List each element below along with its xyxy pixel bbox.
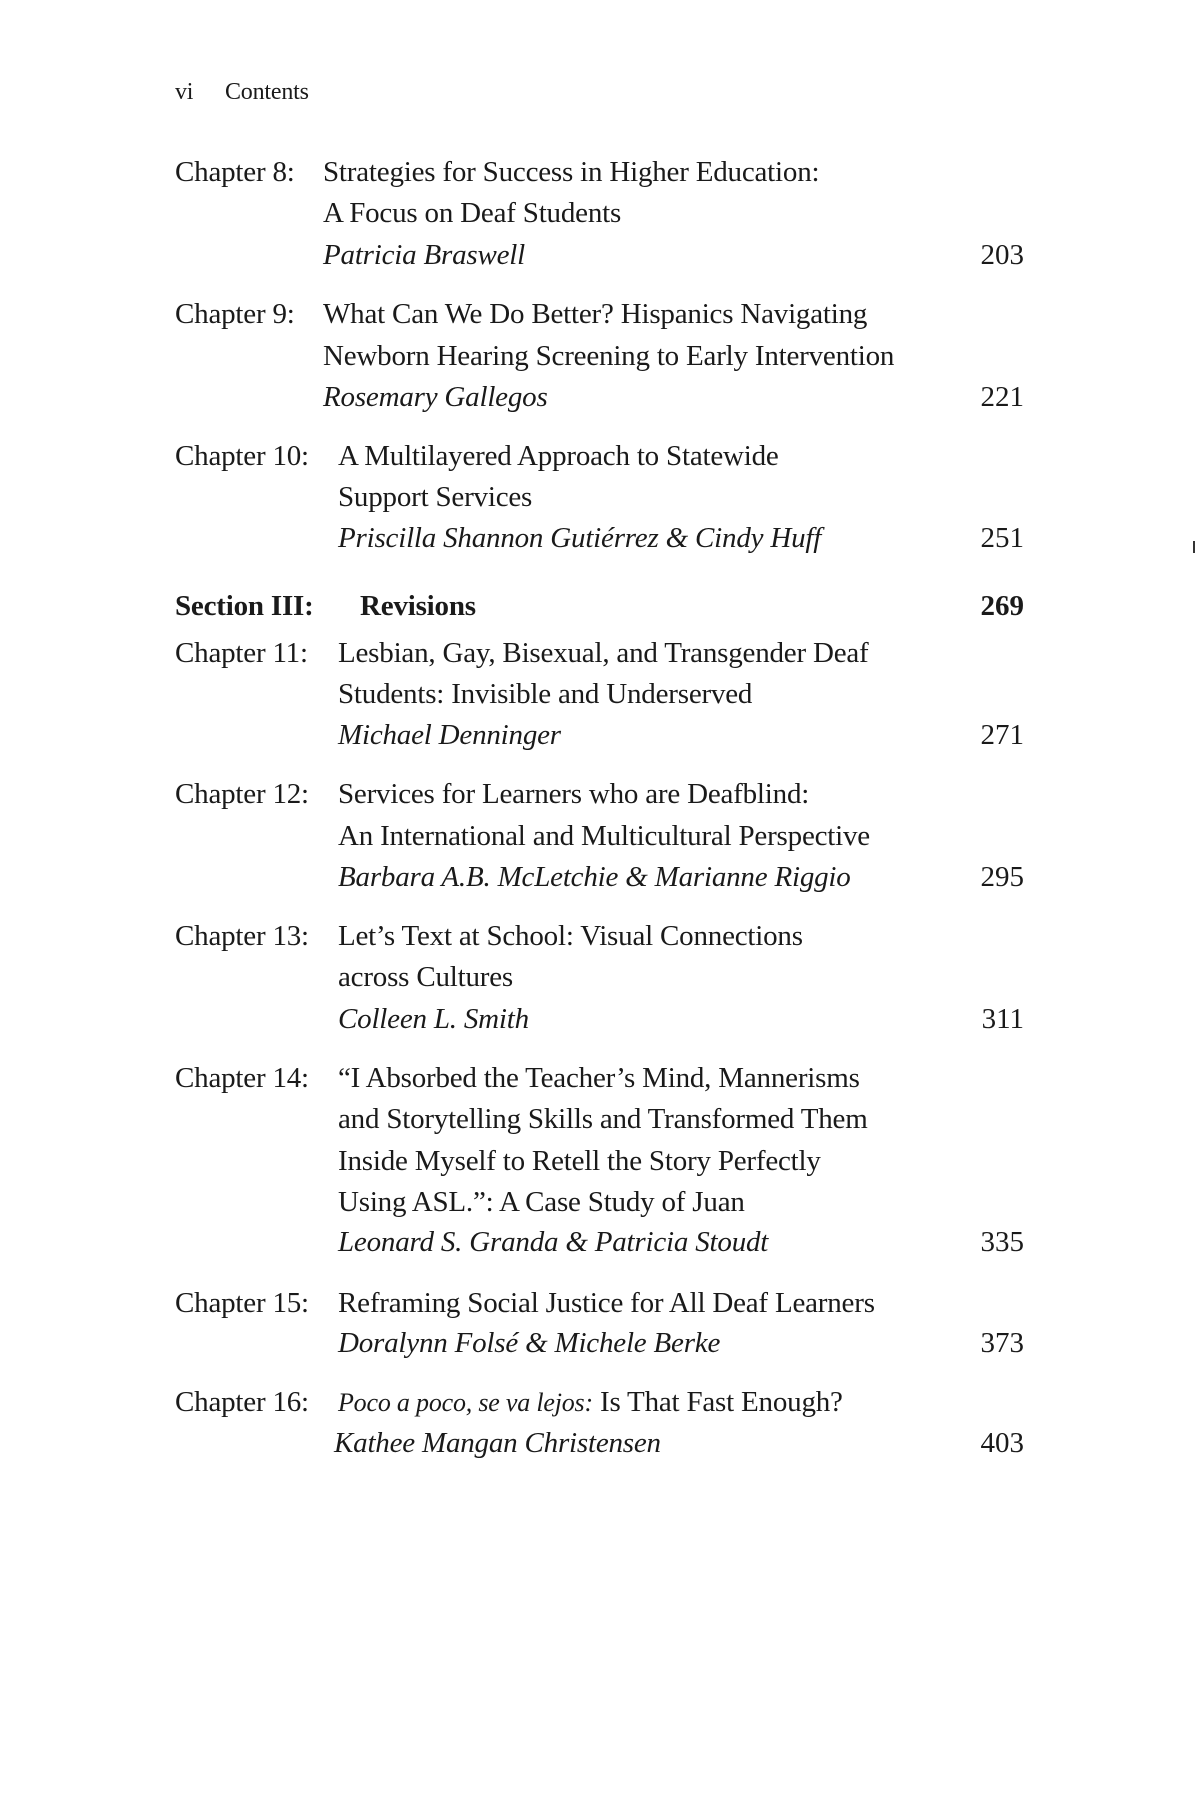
chapter-author: Barbara A.B. McLetchie & Marianne Riggio [338,861,851,893]
chapter-label: Chapter 16: [175,1386,309,1418]
page-number: 335 [980,1226,1024,1258]
chapter-title-line: Inside Myself to Retell the Story Perfectly [338,1145,821,1177]
chapter-title-line: Lesbian, Gay, Bisexual, and Transgender Deaf [338,637,869,669]
chapter-author: Colleen L. Smith [338,1003,529,1035]
chapter-author: Patricia Braswell [323,239,526,271]
chapter-author: Kathee Mangan Christensen [334,1427,661,1459]
page-number: 403 [980,1427,1024,1459]
chapter-author: Leonard S. Granda & Patricia Stoudt [338,1226,769,1258]
chapter-title-roman: Is That Fast Enough? [592,1386,843,1418]
page-number: 251 [980,522,1024,554]
page-number: 203 [980,239,1024,271]
chapter-label: Chapter 10: [175,440,309,472]
chapter-title-line: Students: Invisible and Underserved [338,678,753,710]
section-label: Section III: [175,590,314,622]
page-number: 271 [980,719,1024,751]
chapter-title-line: Support Services [338,481,533,513]
chapter-title-line: Reframing Social Justice for All Deaf Learners [338,1287,875,1319]
chapter-author: Doralynn Folsé & Michele Berke [338,1327,721,1359]
page-number: 373 [980,1327,1024,1359]
chapter-title-line: A Focus on Deaf Students [323,197,622,229]
chapter-title-line: across Cultures [338,961,513,993]
chapter-author: Priscilla Shannon Gutiérrez & Cindy Huff [338,522,822,554]
scan-edge-mark [1193,541,1195,553]
chapter-label: Chapter 14: [175,1062,309,1094]
chapter-title-line: An International and Multicultural Perspective [338,820,870,852]
page-number: 295 [980,861,1024,893]
chapter-title-line: A Multilayered Approach to Statewide [338,440,779,472]
header-title: Contents [225,79,309,105]
section-title: Revisions [360,590,476,622]
chapter-author: Michael Denninger [338,719,561,751]
chapter-label: Chapter 12: [175,778,309,810]
chapter-title-line [338,1382,843,1422]
page-number: 221 [980,381,1024,413]
chapter-title-italic: Poco a poco, se va lejos: [338,1388,593,1417]
chapter-label: Chapter 8: [175,156,295,188]
page-number: 269 [980,590,1024,622]
page-number: 311 [981,1003,1024,1035]
chapter-title-line: “I Absorbed the Teacher’s Mind, Mannerisms [338,1062,860,1094]
chapter-label: Chapter 15: [175,1287,309,1319]
chapter-title-line: Strategies for Success in Higher Education: [323,156,820,188]
chapter-label: Chapter 13: [175,920,309,952]
chapter-label: Chapter 11: [175,637,308,669]
chapter-title-line: and Storytelling Skills and Transformed Them [338,1103,868,1135]
chapter-title-line: Services for Learners who are Deafblind: [338,778,810,810]
chapter-title-line: Using ASL.”: A Case Study of Juan [338,1186,745,1218]
chapter-title-line: Newborn Hearing Screening to Early Intervention [323,340,895,372]
chapter-title-line: Let’s Text at School: Visual Connections [338,920,803,952]
chapter-title-line: What Can We Do Better? Hispanics Navigating [323,298,868,330]
chapter-author: Rosemary Gallegos [323,381,548,413]
header-page-number: vi [175,79,194,105]
chapter-label: Chapter 9: [175,298,295,330]
